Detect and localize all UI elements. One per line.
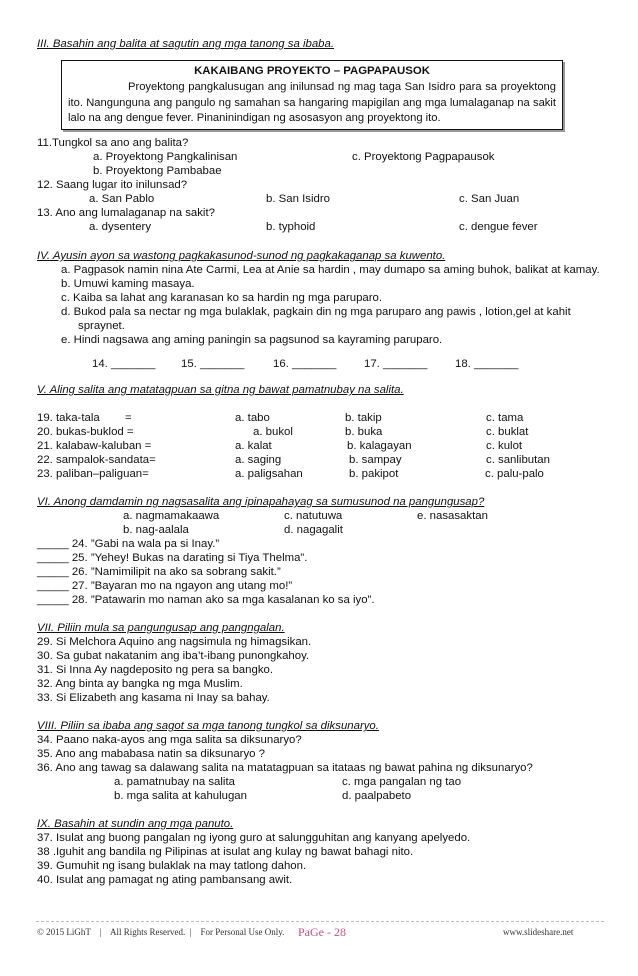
dictionary-question-36: 36. Ano ang tawag sa dalawang salita na matatagpuan sa itataas ng bawat pahina ng diksunaryo?: [37, 762, 533, 774]
story-item-d-cont: spraynet.: [78, 320, 125, 332]
q12-option-b: b. San Isidro: [266, 193, 330, 205]
instruction-item-40: 40. Isulat ang pamagat ng ating pambansang awit.: [37, 874, 293, 886]
section-3-heading: III. Basahin ang balita at sagutin ang mga tanong sa ibaba.: [37, 38, 335, 50]
noun-item-31: 31. Si Inna Ay nagdeposito ng pera sa bangko.: [37, 664, 274, 676]
emotion-option-a: a. nagmamakaawa: [123, 510, 220, 522]
noun-item-30: 30. Sa gubat nakatanim ang iba’t-ibang punongkahoy.: [37, 650, 310, 662]
news-text: Proyektong pangkalusugan ang inilunsad ng mag taga San Isidro para sa proyektong ito. Nangunguna ang pangulo ng samahan sa hangaring mapigilan ang mga lumalaganap na sakit lalo na ang dengue fever. Pinaninindigan ng asosasyon ang proyektong ito.: [68, 81, 556, 124]
footer-copyright: © 2015 LiGhT | All Rights Reserved. | For Personal Use Only.: [37, 927, 285, 937]
dictionary-option-a: a. pamatnubay na salita: [114, 776, 235, 788]
news-box: [61, 60, 563, 130]
emotion-item-27: _____ 27. ”Bayaran mo na ngayon ang utang mo!”: [37, 580, 293, 592]
emotion-option-e: e. nasasaktan: [417, 510, 488, 522]
emotion-option-d: d. nagagalit: [284, 524, 343, 536]
news-title: KAKAIBANG PROYEKTO – PAGPAPAUSOK: [194, 65, 430, 77]
answer-blank-15: 15. _______: [181, 358, 245, 370]
guide-word-option-c: c. palu-palo: [485, 468, 544, 480]
q13-option-a: a. dysentery: [89, 221, 152, 233]
guide-word-question: 21. kalabaw-kaluban =: [37, 440, 152, 452]
guide-word-option-c: c. tama: [486, 412, 524, 424]
answer-blank-16: 16. _______: [273, 358, 337, 370]
q11-option-b: b. Proyektong Pambabae: [93, 165, 222, 177]
dictionary-question-35: 35. Ano ang mababasa natin sa diksunaryo ?: [37, 748, 265, 760]
answer-blank-18: 18. _______: [455, 358, 519, 370]
q13-option-c: c. dengue fever: [459, 221, 538, 233]
guide-word-option-a: a. kalat: [235, 440, 272, 452]
noun-item-33: 33. Si Elizabeth ang kasama ni Inay sa bahay.: [37, 692, 270, 704]
story-item-a: a. Pagpasok namin nina Ate Carmi, Lea at Anie sa hardin , may dumapo sa aming buhok, balikat at kamay.: [61, 264, 600, 276]
question-11: 11.Tungkol sa ano ang balita?: [37, 137, 189, 149]
answer-blank-17: 17. _______: [364, 358, 428, 370]
guide-word-option-a: a. bukol: [253, 426, 293, 438]
guide-word-option-b: b. takip: [345, 412, 382, 424]
section-5-heading: V. Aling salita ang matatagpuan sa gitna ng bawat pamatnubay na salita.: [37, 384, 404, 396]
guide-word-question: 20. bukas-buklod =: [37, 426, 134, 438]
story-item-e: e. Hindi nagsawa ang aming paningin sa pagsunod sa kayraming paruparo.: [61, 334, 443, 346]
instruction-item-38: 38 .Iguhit ang bandila ng Pilipinas at isulat ang kulay ng bawat bahagi nito.: [37, 846, 414, 858]
guide-word-question: 22. sampalok-sandata=: [37, 454, 156, 466]
section-6-heading: VI. Anong damdamin ng nagsasalita ang ipinapahayag sa sumusunod na pangungusap?: [37, 496, 485, 508]
story-item-d: d. Bukod pala sa nectar ng mga bulaklak, pagkain din ng mga paruparo ang pawis , lotion,gel at kahit: [61, 306, 571, 318]
dictionary-option-b: b. mga salita at kahulugan: [114, 790, 247, 802]
instruction-item-39: 39. Gumuhit ng isang bulaklak na may tatlong dahon.: [37, 860, 307, 872]
section-4-heading: IV. Ayusin ayon sa wastong pagkakasunod-sunod ng pagkakaganap sa kuwento.: [37, 250, 446, 262]
dictionary-question-34: 34. Paano naka-ayos ang mga salita sa diksunaryo?: [37, 734, 302, 746]
q12-option-c: c. San Juan: [459, 193, 520, 205]
footer-divider: [36, 921, 604, 922]
dictionary-option-d: d. paalpabeto: [342, 790, 412, 802]
guide-word-option-a: a. saging: [235, 454, 282, 466]
q11-option-c: c. Proyektong Pagpapausok: [352, 151, 495, 163]
noun-item-32: 32. Ang binta ay bangka ng mga Muslim.: [37, 678, 243, 690]
story-item-b: b. Umuwi kaming masaya.: [61, 278, 195, 290]
emotion-item-24: _____ 24. ”Gabi na wala pa si Inay.”: [37, 538, 220, 550]
guide-word-option-b: b. sampay: [349, 454, 402, 466]
emotion-item-28: _____ 28. ”Patawarin mo naman ako sa mga kasalanan ko sa iyo”.: [37, 594, 375, 606]
q12-option-a: a. San Pablo: [89, 193, 155, 205]
question-13: 13. Ano ang lumalaganap na sakit?: [37, 207, 215, 219]
instruction-item-37: 37. Isulat ang buong pangalan ng iyong guro at salungguhitan ang kanyang apelyedo.: [37, 832, 471, 844]
guide-word-option-b: b. buka: [345, 426, 383, 438]
guide-word-question: 19. taka-tala =: [37, 412, 132, 424]
guide-word-option-c: c. buklat: [486, 426, 529, 438]
guide-word-option-c: c. kulot: [486, 440, 523, 452]
section-9-heading: IX. Basahin at sundin ang mga panuto.: [37, 818, 234, 830]
section-8-heading: VIII. Piliin sa ibaba ang sagot sa mga tanong tungkol sa diksunaryo.: [37, 720, 379, 732]
page-number: PaGe - 28: [298, 925, 346, 939]
guide-word-option-c: c. sanlibutan: [486, 454, 550, 466]
emotion-option-b: b. nag-aalala: [123, 524, 189, 536]
guide-word-option-b: b. pakipot: [349, 468, 399, 480]
guide-word-option-a: a. paligsahan: [235, 468, 303, 480]
story-item-c: c. Kaiba sa lahat ang karanasan ko sa hardin ng mga paruparo.: [61, 292, 383, 304]
footer-website: www.slideshare.net: [503, 927, 574, 937]
q11-option-a: a. Proyektong Pangkalinisan: [93, 151, 238, 163]
guide-word-option-a: a. tabo: [235, 412, 270, 424]
emotion-item-26: _____ 26. ”Namimilipit na ako sa sobrang sakit.”: [37, 566, 281, 578]
emotion-item-25: _____ 25. ”Yehey! Bukas na darating si Tiya Thelma”.: [37, 552, 308, 564]
guide-word-option-b: b. kalagayan: [347, 440, 412, 452]
guide-word-question: 23. paliban–paliguan=: [37, 468, 149, 480]
question-12: 12. Saang lugar ito inilunsad?: [37, 179, 188, 191]
emotion-option-c: c. natutuwa: [284, 510, 343, 522]
noun-item-29: 29. Si Melchora Aquino ang nagsimula ng himagsikan.: [37, 636, 312, 648]
answer-blank-14: 14. _______: [92, 358, 156, 370]
section-7-heading: VII. Piliin mula sa pangungusap ang pangngalan.: [37, 622, 285, 634]
q13-option-b: b. typhoid: [266, 221, 316, 233]
dictionary-option-c: c. mga pangalan ng tao: [342, 776, 462, 788]
